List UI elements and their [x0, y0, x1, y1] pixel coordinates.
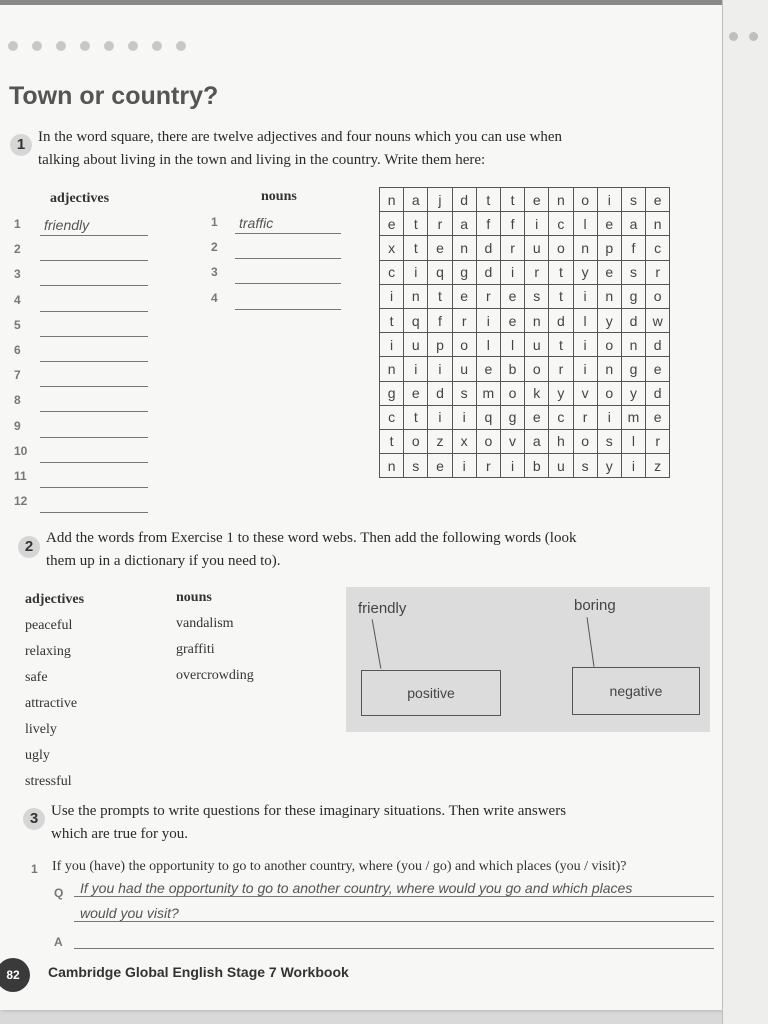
page-title: Town or country?	[9, 82, 219, 110]
word-web-panel	[346, 587, 710, 732]
a-answer-line[interactable]	[74, 948, 714, 949]
word-square-cell: g	[380, 381, 404, 405]
word-square-cell: h	[549, 429, 573, 453]
web-left-word: friendly	[358, 600, 407, 617]
word-square-cell: r	[646, 429, 670, 453]
ex2-noun-item: graffiti	[176, 642, 215, 657]
word-square-cell: t	[549, 284, 573, 308]
word-square-cell: u	[525, 236, 549, 260]
word-square-cell: n	[549, 188, 573, 212]
word-square-cell: n	[452, 236, 476, 260]
adjective-answer-row	[14, 494, 154, 514]
word-square-cell: i	[380, 284, 404, 308]
word-square-cell: v	[573, 381, 597, 405]
word-square-cell: g	[621, 357, 645, 381]
word-square-cell: i	[428, 357, 452, 381]
noun-answer-row	[211, 240, 351, 260]
q-answer-underline-2[interactable]	[74, 921, 714, 922]
adjective-answer-row	[14, 469, 154, 489]
word-square-cell: z	[646, 454, 670, 478]
noun-answer-field[interactable]	[235, 291, 341, 310]
word-square-cell: t	[404, 405, 428, 429]
word-square-cell: d	[476, 236, 500, 260]
word-square-cell: t	[500, 188, 524, 212]
noun-answer-text: traffic	[239, 215, 274, 231]
adjective-row-number: 2	[14, 242, 21, 257]
ex3-a-label: A	[54, 935, 63, 949]
web-left-connector	[372, 619, 382, 668]
adjective-row-number: 8	[14, 393, 21, 408]
exercise-1-instruction-line1: In the word square, there are twelve adjectives and four nouns which you can use when	[38, 129, 562, 145]
word-square-cell: t	[428, 284, 452, 308]
web-right-box: negative	[572, 667, 700, 715]
word-square-cell: o	[452, 333, 476, 357]
noun-row-number: 1	[211, 215, 218, 229]
word-square-cell: n	[380, 188, 404, 212]
adjective-answer-field[interactable]	[40, 267, 148, 286]
ex3-q-label: Q	[54, 886, 64, 900]
word-square-cell: q	[476, 405, 500, 429]
word-square-cell: f	[500, 212, 524, 236]
word-square-cell: e	[525, 188, 549, 212]
adjective-answer-text: friendly	[44, 217, 90, 233]
adjective-row-number: 6	[14, 343, 21, 357]
word-square-cell: v	[500, 429, 524, 453]
adjective-answer-row	[14, 368, 154, 388]
word-square-cell: s	[404, 454, 428, 478]
word-square-cell: x	[452, 429, 476, 453]
word-square-cell: f	[621, 236, 645, 260]
word-square-row	[380, 381, 670, 405]
word-square-cell: k	[525, 381, 549, 405]
word-square-row	[380, 308, 670, 332]
word-square-row	[380, 357, 670, 381]
word-square-cell: e	[428, 454, 452, 478]
word-square-cell: i	[428, 405, 452, 429]
word-square-cell: i	[500, 260, 524, 284]
word-square-cell: r	[525, 260, 549, 284]
word-square-cell: a	[621, 212, 645, 236]
word-square	[379, 187, 670, 478]
word-square-cell: o	[404, 429, 428, 453]
word-square-row	[380, 405, 670, 429]
book-title-footer: Cambridge Global English Stage 7 Workbook	[48, 964, 349, 980]
word-square-cell: i	[476, 308, 500, 332]
page-number-badge: 82	[0, 958, 30, 992]
word-square-cell: e	[380, 212, 404, 236]
ex2-adjective-item: safe	[25, 670, 48, 685]
facing-page-edge	[722, 0, 768, 1024]
ex2-adjective-item: lively	[25, 722, 57, 737]
adjective-answer-row	[14, 318, 154, 338]
word-square-cell: r	[646, 260, 670, 284]
word-square-cell: f	[476, 212, 500, 236]
ex2-adjective-item: stressful	[25, 774, 72, 789]
word-square-cell: y	[597, 454, 621, 478]
adjective-answer-row	[14, 293, 154, 313]
word-square-cell: l	[573, 308, 597, 332]
word-square-cell: u	[549, 454, 573, 478]
word-square-cell: s	[597, 429, 621, 453]
word-square-cell: o	[573, 429, 597, 453]
word-square-cell: e	[500, 308, 524, 332]
adjective-answer-row	[14, 267, 154, 287]
adjective-answer-field[interactable]	[40, 368, 148, 387]
word-square-cell: n	[621, 333, 645, 357]
ex3-q-answer-line1: If you had the opportunity to go to another country, where would you go and which places	[80, 880, 633, 896]
ex2-adjective-item: attractive	[25, 696, 78, 711]
adjective-row-number: 10	[14, 443, 28, 458]
word-square-cell: c	[549, 212, 573, 236]
word-square-cell: e	[646, 357, 670, 381]
word-square-cell: n	[573, 236, 597, 260]
exercise-3-instruction-line1: Use the prompts to write questions for these imaginary situations. Then write answers	[51, 803, 567, 819]
adjective-answer-row	[14, 393, 154, 413]
noun-answer-row	[211, 215, 351, 235]
adjective-answer-field[interactable]	[40, 393, 148, 412]
word-square-cell: t	[404, 212, 428, 236]
word-square-cell: n	[525, 308, 549, 332]
word-square-cell: r	[452, 308, 476, 332]
word-square-cell: s	[621, 188, 645, 212]
ex2-adjectives-list	[25, 587, 84, 795]
adjective-row-number: 4	[14, 292, 21, 307]
word-square-cell: s	[573, 454, 597, 478]
word-square-row	[380, 454, 670, 478]
word-square-row	[380, 188, 670, 212]
word-square-cell: s	[525, 284, 549, 308]
exercise-2-number: 2	[18, 536, 40, 558]
adjective-answer-row	[14, 242, 154, 262]
exercise-3-instruction	[51, 800, 566, 846]
word-square-cell: l	[476, 333, 500, 357]
word-square-cell: i	[597, 405, 621, 429]
word-square-cell: e	[597, 212, 621, 236]
word-square-cell: u	[404, 333, 428, 357]
word-square-cell: c	[380, 405, 404, 429]
word-square-cell: c	[380, 260, 404, 284]
word-square-cell: g	[452, 260, 476, 284]
word-square-cell: t	[549, 260, 573, 284]
word-square-cell: n	[404, 284, 428, 308]
word-square-cell: i	[525, 212, 549, 236]
nouns-heading: nouns	[261, 189, 297, 204]
word-square-row	[380, 212, 670, 236]
adjective-row-number: 11	[14, 469, 27, 483]
ex3-q-answer-line2: would you visit?	[80, 905, 179, 921]
ex3-item-number: 1	[31, 862, 38, 876]
word-square-cell: n	[597, 357, 621, 381]
word-square-row	[380, 333, 670, 357]
word-square-cell: c	[646, 236, 670, 260]
word-square-cell: l	[621, 429, 645, 453]
word-square-cell: g	[500, 405, 524, 429]
word-square-cell: d	[452, 188, 476, 212]
word-square-cell: i	[573, 333, 597, 357]
word-square-row	[380, 284, 670, 308]
word-square-cell: t	[380, 308, 404, 332]
word-square-cell: b	[525, 454, 549, 478]
word-square-row	[380, 429, 670, 453]
ex2-adjective-item: relaxing	[25, 644, 71, 659]
word-square-cell: e	[452, 284, 476, 308]
adjective-answer-field[interactable]	[40, 217, 148, 236]
word-square-cell: i	[573, 357, 597, 381]
word-square-cell: i	[380, 333, 404, 357]
adjective-row-number: 9	[14, 418, 21, 433]
word-square-cell: u	[525, 333, 549, 357]
adjectives-heading: adjectives	[50, 191, 110, 206]
ex2-noun-item: vandalism	[176, 616, 234, 631]
word-square-cell: m	[476, 381, 500, 405]
word-square-cell: t	[404, 236, 428, 260]
adjective-row-number: 5	[14, 317, 21, 332]
adjective-row-number: 12	[14, 494, 28, 509]
adjective-answer-field[interactable]	[40, 343, 148, 362]
noun-row-number: 2	[211, 240, 218, 255]
word-square-cell: e	[525, 405, 549, 429]
web-right-connector	[587, 617, 595, 667]
noun-answer-field[interactable]	[235, 215, 341, 234]
word-square-cell: y	[597, 308, 621, 332]
word-square-cell: o	[646, 284, 670, 308]
word-square-cell: e	[404, 381, 428, 405]
word-square-cell: a	[525, 429, 549, 453]
word-square-cell: i	[452, 454, 476, 478]
word-square-cell: d	[428, 381, 452, 405]
word-square-row	[380, 260, 670, 284]
word-square-cell: t	[549, 333, 573, 357]
adjective-row-number: 3	[14, 267, 21, 282]
web-left-box: positive	[361, 670, 501, 716]
word-square-cell: s	[621, 260, 645, 284]
word-square-cell: e	[500, 284, 524, 308]
word-square-cell: l	[500, 333, 524, 357]
word-square-cell: a	[404, 188, 428, 212]
word-square-cell: e	[646, 188, 670, 212]
adjective-answer-row	[14, 343, 154, 363]
word-square-cell: e	[476, 357, 500, 381]
adjective-answer-row	[14, 419, 154, 439]
word-square-cell: o	[597, 333, 621, 357]
decorative-dots	[8, 38, 200, 56]
adjective-answer-field[interactable]	[40, 469, 148, 488]
word-square-cell: l	[573, 212, 597, 236]
word-square-cell: i	[573, 284, 597, 308]
word-square-cell: d	[549, 308, 573, 332]
word-square-cell: t	[476, 188, 500, 212]
word-square-cell: c	[549, 405, 573, 429]
exercise-1-instruction	[38, 126, 562, 172]
word-square-cell: o	[525, 357, 549, 381]
exercise-2-instruction-line1: Add the words from Exercise 1 to these word webs. Then add the following words (look	[46, 530, 577, 546]
word-square-cell: a	[452, 212, 476, 236]
noun-row-number: 3	[211, 265, 218, 280]
ex2-noun-item: overcrowding	[176, 668, 254, 683]
word-square-cell: r	[476, 284, 500, 308]
exercise-2-instruction-line2: them up in a dictionary if you need to).	[46, 553, 281, 569]
noun-answer-field[interactable]	[235, 240, 341, 259]
adjective-answer-field[interactable]	[40, 293, 148, 312]
exercise-3-instruction-line2: which are true for you.	[51, 826, 189, 842]
word-square-cell: f	[428, 308, 452, 332]
word-square-cell: i	[404, 260, 428, 284]
word-square-cell: e	[646, 405, 670, 429]
word-square-cell: z	[428, 429, 452, 453]
word-square-cell: t	[380, 429, 404, 453]
word-square-cell: y	[549, 381, 573, 405]
exercise-1-instruction-line2: talking about living in the town and living in the country. Write them here:	[38, 152, 486, 168]
adjective-answer-row	[14, 444, 154, 464]
word-square-cell: r	[500, 236, 524, 260]
word-square-cell: n	[597, 284, 621, 308]
word-square-cell: n	[380, 454, 404, 478]
word-square-cell: n	[380, 357, 404, 381]
word-square-cell: i	[597, 188, 621, 212]
noun-row-number: 4	[211, 290, 218, 305]
word-square-cell: o	[549, 236, 573, 260]
ex2-adjective-item: ugly	[25, 748, 50, 763]
q-answer-underline-1	[74, 896, 714, 897]
ex2-adjective-item: peaceful	[25, 618, 73, 633]
word-square-cell: g	[621, 284, 645, 308]
word-square-cell: r	[428, 212, 452, 236]
word-square-cell: o	[597, 381, 621, 405]
web-right-word: boring	[574, 597, 616, 614]
noun-answer-row	[211, 265, 351, 285]
word-square-cell: j	[428, 188, 452, 212]
word-square-cell: e	[428, 236, 452, 260]
word-square-cell: q	[404, 308, 428, 332]
exercise-3-number: 3	[23, 808, 45, 830]
word-square-cell: o	[573, 188, 597, 212]
adjective-row-number: 7	[14, 368, 21, 383]
word-square-cell: i	[404, 357, 428, 381]
word-square-cell: o	[500, 381, 524, 405]
top-bar	[0, 0, 722, 5]
word-square-cell: e	[597, 260, 621, 284]
noun-answer-row	[211, 291, 351, 311]
noun-answer-field[interactable]	[235, 265, 341, 284]
word-square-cell: x	[380, 236, 404, 260]
word-square-cell: r	[573, 405, 597, 429]
word-square-cell: q	[428, 260, 452, 284]
word-square-cell: i	[621, 454, 645, 478]
word-square-cell: r	[476, 454, 500, 478]
word-square-cell: m	[621, 405, 645, 429]
word-square-cell: i	[500, 454, 524, 478]
adjective-answer-field[interactable]	[40, 419, 148, 438]
ex2-nouns-list	[176, 585, 254, 689]
word-square-cell: o	[476, 429, 500, 453]
ex2-adjectives-heading: adjectives	[25, 592, 85, 607]
adjective-answer-row	[14, 217, 154, 237]
word-square-cell: u	[452, 357, 476, 381]
adjective-answer-field[interactable]	[40, 444, 148, 463]
word-square-cell: i	[452, 405, 476, 429]
word-square-cell: b	[500, 357, 524, 381]
word-square-cell: n	[646, 212, 670, 236]
word-square-cell: r	[549, 357, 573, 381]
ex2-nouns-heading: nouns	[176, 590, 212, 605]
exercise-1-number: 1	[10, 134, 32, 156]
adjective-row-number: 1	[14, 217, 21, 231]
adjective-answer-field[interactable]	[40, 242, 148, 261]
word-square-row	[380, 236, 670, 260]
word-square-cell: d	[621, 308, 645, 332]
word-square-cell: y	[573, 260, 597, 284]
word-square-cell: p	[597, 236, 621, 260]
word-square-cell: d	[476, 260, 500, 284]
word-square-cell: d	[646, 381, 670, 405]
ex3-prompt: If you (have) the opportunity to go to another country, where (you / go) and which places (you / visit)?	[52, 859, 627, 874]
word-square-cell: w	[646, 308, 670, 332]
word-square-cell: s	[452, 381, 476, 405]
word-square-cell: p	[428, 333, 452, 357]
adjective-answer-field[interactable]	[40, 494, 148, 513]
word-square-cell: y	[621, 381, 645, 405]
word-square-cell: d	[646, 333, 670, 357]
adjective-answer-field[interactable]	[40, 318, 148, 337]
exercise-2-instruction	[46, 527, 576, 573]
